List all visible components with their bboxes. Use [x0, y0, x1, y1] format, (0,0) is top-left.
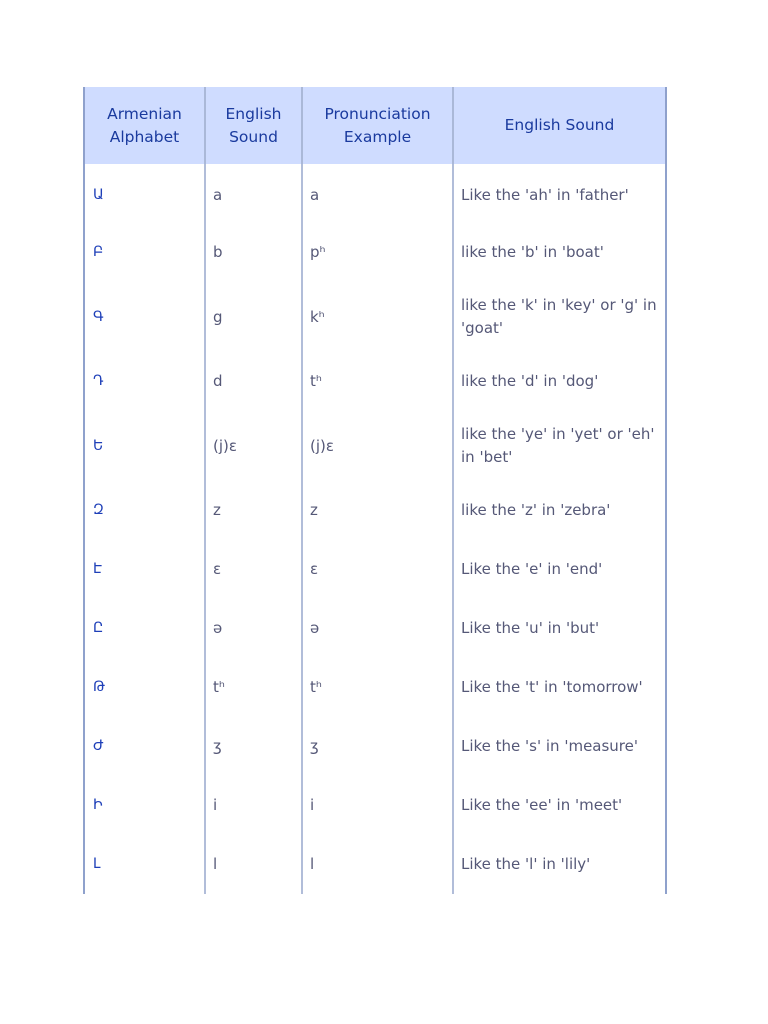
armenian-letter: Ե: [84, 411, 205, 481]
english-sound: ɛ: [205, 540, 302, 599]
table-row: [84, 352, 666, 411]
table-row: [84, 411, 666, 481]
table-row: [84, 658, 666, 717]
pronunciation-example: ɛ: [302, 540, 453, 599]
sound-description: like the 'z' in 'zebra': [453, 481, 666, 540]
sound-description: like the 'd' in 'dog': [453, 352, 666, 411]
pronunciation-example: tʰ: [302, 658, 453, 717]
english-sound: (j)ɛ: [205, 411, 302, 481]
table-row: [84, 835, 666, 894]
sound-description: Like the 'ah' in 'father': [453, 164, 666, 223]
alphabet-table: [83, 87, 667, 894]
table-row: [84, 599, 666, 658]
pronunciation-example: i: [302, 776, 453, 835]
table-row: [84, 164, 666, 223]
pronunciation-example: a: [302, 164, 453, 223]
table-row: [84, 540, 666, 599]
armenian-letter: Է: [84, 540, 205, 599]
table-row: [84, 481, 666, 540]
armenian-letter: Ժ: [84, 717, 205, 776]
table-body: [84, 164, 666, 894]
english-sound: d: [205, 352, 302, 411]
english-sound: z: [205, 481, 302, 540]
header-armenian-alphabet: Armenian Alphabet: [84, 87, 205, 164]
pronunciation-example: ʒ: [302, 717, 453, 776]
armenian-letter: Ի: [84, 776, 205, 835]
pronunciation-example: ə: [302, 599, 453, 658]
armenian-letter: Բ: [84, 223, 205, 282]
sound-description: Like the 'e' in 'end': [453, 540, 666, 599]
english-sound: b: [205, 223, 302, 282]
header-row: [84, 87, 666, 164]
header-english-sound: English Sound: [205, 87, 302, 164]
sound-description: Like the 'l' in 'lily': [453, 835, 666, 894]
sound-description: Like the 't' in 'tomorrow': [453, 658, 666, 717]
armenian-letter: Զ: [84, 481, 205, 540]
english-sound: tʰ: [205, 658, 302, 717]
sound-description: Like the 'u' in 'but': [453, 599, 666, 658]
english-sound: ʒ: [205, 717, 302, 776]
armenian-letter: Ա: [84, 164, 205, 223]
pronunciation-example: kʰ: [302, 282, 453, 352]
header-english-sound-description: English Sound: [453, 87, 666, 164]
alphabet-table-container: [83, 87, 665, 894]
armenian-letter: Գ: [84, 282, 205, 352]
sound-description: Like the 's' in 'measure': [453, 717, 666, 776]
table-header: [84, 87, 666, 164]
table-row: [84, 282, 666, 352]
table-row: [84, 717, 666, 776]
armenian-letter: Ը: [84, 599, 205, 658]
sound-description: Like the 'ee' in 'meet': [453, 776, 666, 835]
armenian-letter: Թ: [84, 658, 205, 717]
english-sound: l: [205, 835, 302, 894]
english-sound: a: [205, 164, 302, 223]
english-sound: i: [205, 776, 302, 835]
english-sound: ə: [205, 599, 302, 658]
pronunciation-example: l: [302, 835, 453, 894]
table-row: [84, 776, 666, 835]
table-row: [84, 223, 666, 282]
armenian-letter: Լ: [84, 835, 205, 894]
pronunciation-example: pʰ: [302, 223, 453, 282]
pronunciation-example: (j)ɛ: [302, 411, 453, 481]
sound-description: like the 'b' in 'boat': [453, 223, 666, 282]
sound-description: like the 'k' in 'key' or 'g' in 'goat': [453, 282, 666, 352]
armenian-letter: Դ: [84, 352, 205, 411]
pronunciation-example: tʰ: [302, 352, 453, 411]
english-sound: g: [205, 282, 302, 352]
pronunciation-example: z: [302, 481, 453, 540]
header-pronunciation-example: Pronunciation Example: [302, 87, 453, 164]
sound-description: like the 'ye' in 'yet' or 'eh' in 'bet': [453, 411, 666, 481]
